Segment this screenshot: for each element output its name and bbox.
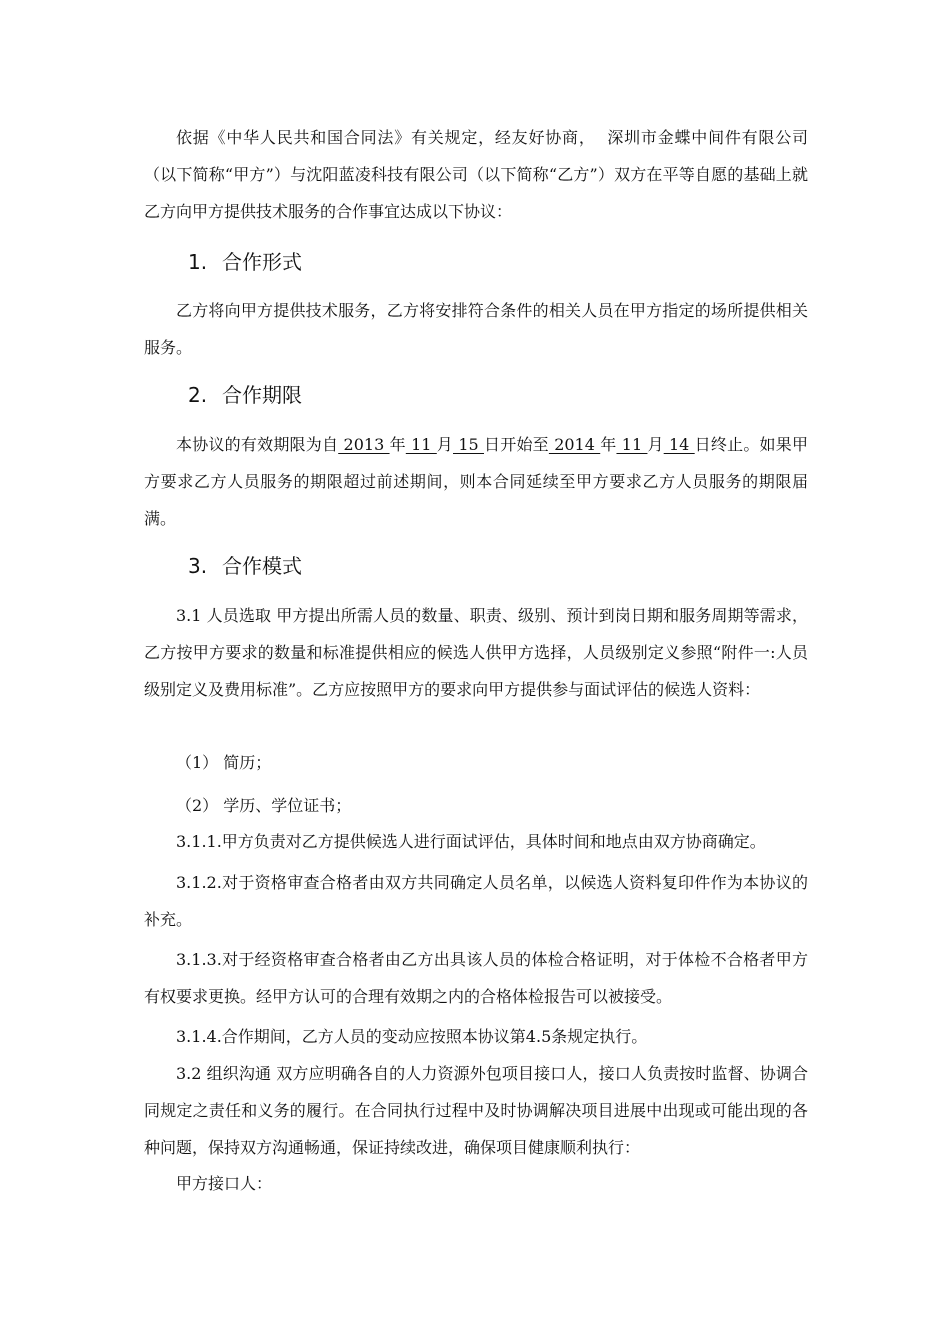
party-a-name: 深圳市金蝶中间件有限公司 xyxy=(607,128,808,147)
end-month: 11 xyxy=(616,435,648,454)
clause-3-1-4: 3.1.4.合作期间，乙方人员的变动应按照本协议第4.5条规定执行。 xyxy=(176,1027,648,1046)
section-1-heading xyxy=(188,248,302,276)
section-2-title: 合作期限 xyxy=(222,383,302,407)
section-2-heading xyxy=(188,381,302,409)
section-3-heading xyxy=(188,552,302,580)
intro-text-cont: （以下简称“甲方”）与沈阳蓝凌科技有限公司（以下简称“乙方”）双方在平等自愿的基础上就乙方向甲方提供技术服务的合作事宜达成以下协议： xyxy=(144,165,808,221)
section-2-number: 2. xyxy=(188,383,208,407)
section-3-number: 3. xyxy=(188,554,208,578)
clause-3-1-1: 3.1.1.甲方负责对乙方提供候选人进行面试评估，具体时间和地点由双方协商确定。 xyxy=(176,832,766,851)
start-day: 15 xyxy=(453,435,484,454)
end-day: 14 xyxy=(663,435,695,454)
list-item-certificates: （2） 学历、学位证书； xyxy=(176,796,352,815)
party-a-contact-label: 甲方接口人： xyxy=(176,1174,273,1193)
clause-3-1: 3.1 人员选取 甲方提出所需人员的数量、职责、级别、预计到岗日期和服务周期等需求，乙方按甲方要求的数量和标准提供相应的候选人供甲方选择，人员级别定义参照“附件一:人员级别定义及费用标准”。乙方应按照甲方的要求向甲方提供参与面试评估的候选人资料： xyxy=(144,606,808,699)
section-1-body: 乙方将向甲方提供技术服务，乙方将安排符合条件的相关人员在甲方指定的场所提供相关服务。 xyxy=(144,301,808,357)
start-month: 11 xyxy=(405,435,437,454)
end-year: 2014 xyxy=(548,435,601,454)
intro-paragraph xyxy=(144,119,808,230)
clause-3-2: 3.2 组织沟通 双方应明确各自的人力资源外包项目接口人，接口人负责按时监督、协调合同规定之责任和义务的履行。在合同执行过程中及时协调解决项目进展中出现或可能出现的各种问题，保持双方沟通畅通，保证持续改进，确保项目健康顺利执行： xyxy=(144,1064,808,1157)
section-2-body: 本协议的有效期限为自 2013 年 11 月 15 日开始至 2014 年 11 月 14 日终止。如果甲方要求乙方人员服务的期限超过前述期间，则本合同延续至甲方要求乙方人员服务的期限届满。 xyxy=(144,435,809,528)
section-1-title: 合作形式 xyxy=(222,250,302,274)
clause-3-1-3: 3.1.3.对于经资格审查合格者由乙方出具该人员的体检合格证明，对于体检不合格者甲方有权要求更换。经甲方认可的合理有效期之内的合格体检报告可以被接受。 xyxy=(144,950,808,1006)
section-1-number: 1. xyxy=(188,250,208,274)
start-year: 2013 xyxy=(338,435,390,454)
list-item-resume: （1） 简历； xyxy=(176,753,272,772)
intro-text: 依据《中华人民共和国合同法》有关规定，经友好协商， xyxy=(176,128,596,147)
clause-3-1-2: 3.1.2.对于资格审查合格者由双方共同确定人员名单，以候选人资料复印件作为本协议的补充。 xyxy=(144,873,808,929)
section-3-title: 合作模式 xyxy=(222,554,302,578)
